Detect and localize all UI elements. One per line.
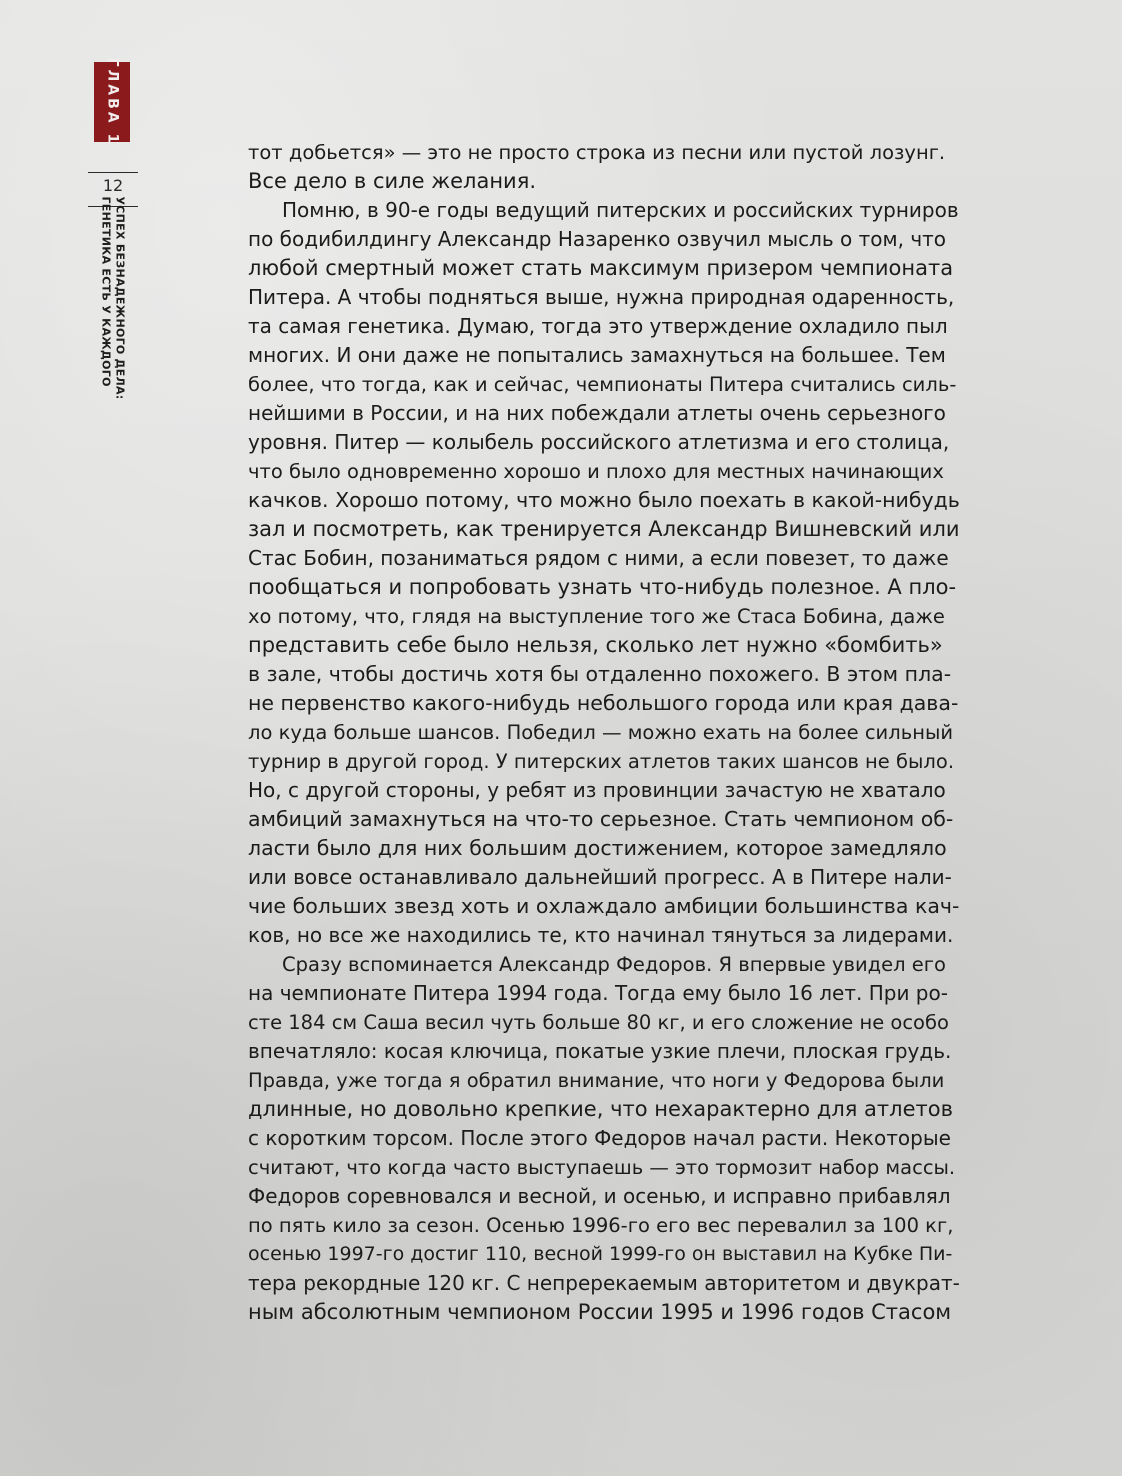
text-line: более, что тогда, как и сейчас, чемпионаты Питера считались силь-	[248, 373, 957, 396]
text-line: многих. И они даже не попытались замахнуться на большее. Тем	[248, 343, 946, 367]
text-line: чие больших звезд хоть и охлаждало амбиции большинства кач-	[248, 894, 960, 918]
text-line: на чемпионате Питера 1994 года. Тогда ему было 16 лет. При ро-	[248, 981, 948, 1005]
text-line: уровня. Питер — колыбель российского атлетизма и его столица,	[248, 430, 950, 454]
paragraph-start-line: Помню, в 90-е годы ведущий питерских и российских турниров	[282, 198, 959, 222]
text-line: Питера. А чтобы подняться выше, нужна природная одаренность,	[248, 285, 955, 309]
text-line: хо потому, что, глядя на выступление того же Стаса Бобина, даже	[248, 605, 945, 628]
running-head-line-1: УСПЕХ БЕЗНАДЕЖНОГО ДЕЛА:	[114, 196, 128, 400]
text-line: качков. Хорошо потому, что можно было поехать в какой-нибудь	[248, 488, 960, 512]
text-line: ласти было для них большим достижением, которое замедляло	[248, 836, 947, 860]
page-number-rule-top	[88, 172, 138, 173]
text-line: считают, что когда часто выступаешь — это тормозит набор массы.	[248, 1156, 956, 1179]
text-line: Стас Бобин, позаниматься рядом с ними, а если повезет, то даже	[248, 546, 949, 570]
text-line: нейшими в России, и на них побеждали атлеты очень серьезного	[248, 401, 946, 425]
chapter-tab	[94, 57, 130, 147]
text-line: длинные, но довольно крепкие, что нехарактерно для атлетов	[248, 1097, 953, 1121]
text-line: ло куда больше шансов. Победил — можно ехать на более сильный	[248, 721, 954, 744]
text-line: Федоров соревновался и весной, и осенью, и исправно прибавлял	[248, 1184, 951, 1208]
chapter-label: ГЛАВА 1	[104, 57, 121, 147]
text-line: любой смертный может стать максимум призером чемпионата	[248, 256, 954, 280]
running-head	[95, 196, 131, 400]
text-line: ков, но все же находились те, кто начинал тянуться за лидерами.	[248, 923, 954, 947]
paragraph-start-line: Сразу вспоминается Александр Федоров. Я впервые увидел его	[282, 953, 946, 976]
text-line: Все дело в силе желания.	[248, 169, 537, 193]
text-line: представить себе было нельзя, сколько лет нужно «бомбить»	[248, 633, 943, 657]
page-number: 12	[102, 176, 124, 195]
text-line: Правда, уже тогда я обратил внимание, что ноги у Федорова были	[248, 1069, 945, 1092]
text-line: та самая генетика. Думаю, тогда это утверждение охладило пыл	[248, 314, 948, 338]
text-line: ным абсолютным чемпионом России 1995 и 1996 годов Стасом	[248, 1300, 952, 1324]
text-line: амбиций замахнуться на что-то серьезное. Стать чемпионом об-	[248, 807, 954, 831]
text-line: турнир в другой город. У питерских атлетов таких шансов не было.	[248, 750, 955, 773]
body-text	[248, 138, 960, 1327]
running-head-line-2: ГЕНЕТИКА ЕСТЬ У КАЖДОГО	[100, 196, 114, 387]
text-line: Но, с другой стороны, у ребят из провинции зачастую не хватало	[248, 778, 946, 802]
text-line: что было одновременно хорошо и плохо для местных начинающих	[248, 460, 944, 483]
text-line: в зале, чтобы достичь хотя бы отдаленно похожего. В этом пла-	[248, 662, 952, 686]
text-line: по бодибилдингу Александр Назаренко озвучил мысль о том, что	[248, 227, 947, 251]
text-line: осенью 1997-го достиг 110, весной 1999-го он выставил на Кубке Пи-	[248, 1243, 953, 1265]
text-line: пообщаться и попробовать узнать что-нибудь полезное. А пло-	[248, 575, 957, 599]
text-line: тот добьется» — это не просто строка из песни или пустой лозунг.	[248, 141, 946, 164]
text-line: с коротким торсом. После этого Федоров начал расти. Некоторые	[248, 1126, 951, 1150]
text-line: зал и посмотреть, как тренируется Александр Вишневский или	[248, 517, 960, 541]
text-line: не первенство какого-нибудь небольшого города или края дава-	[248, 691, 959, 715]
text-line: тера рекордные 120 кг. С непререкаемым авторитетом и двукрат-	[248, 1271, 960, 1295]
text-line: сте 184 см Саша весил чуть больше 80 кг, и его сложение не особо	[248, 1011, 949, 1034]
text-line: или вовсе останавливало дальнейший прогресс. А в Питере нали-	[248, 865, 952, 889]
text-line: впечатляло: косая ключица, покатые узкие плечи, плоская грудь.	[248, 1039, 952, 1063]
text-line: по пять кило за сезон. Осенью 1996-го его вес перевалил за 100 кг,	[248, 1214, 954, 1237]
